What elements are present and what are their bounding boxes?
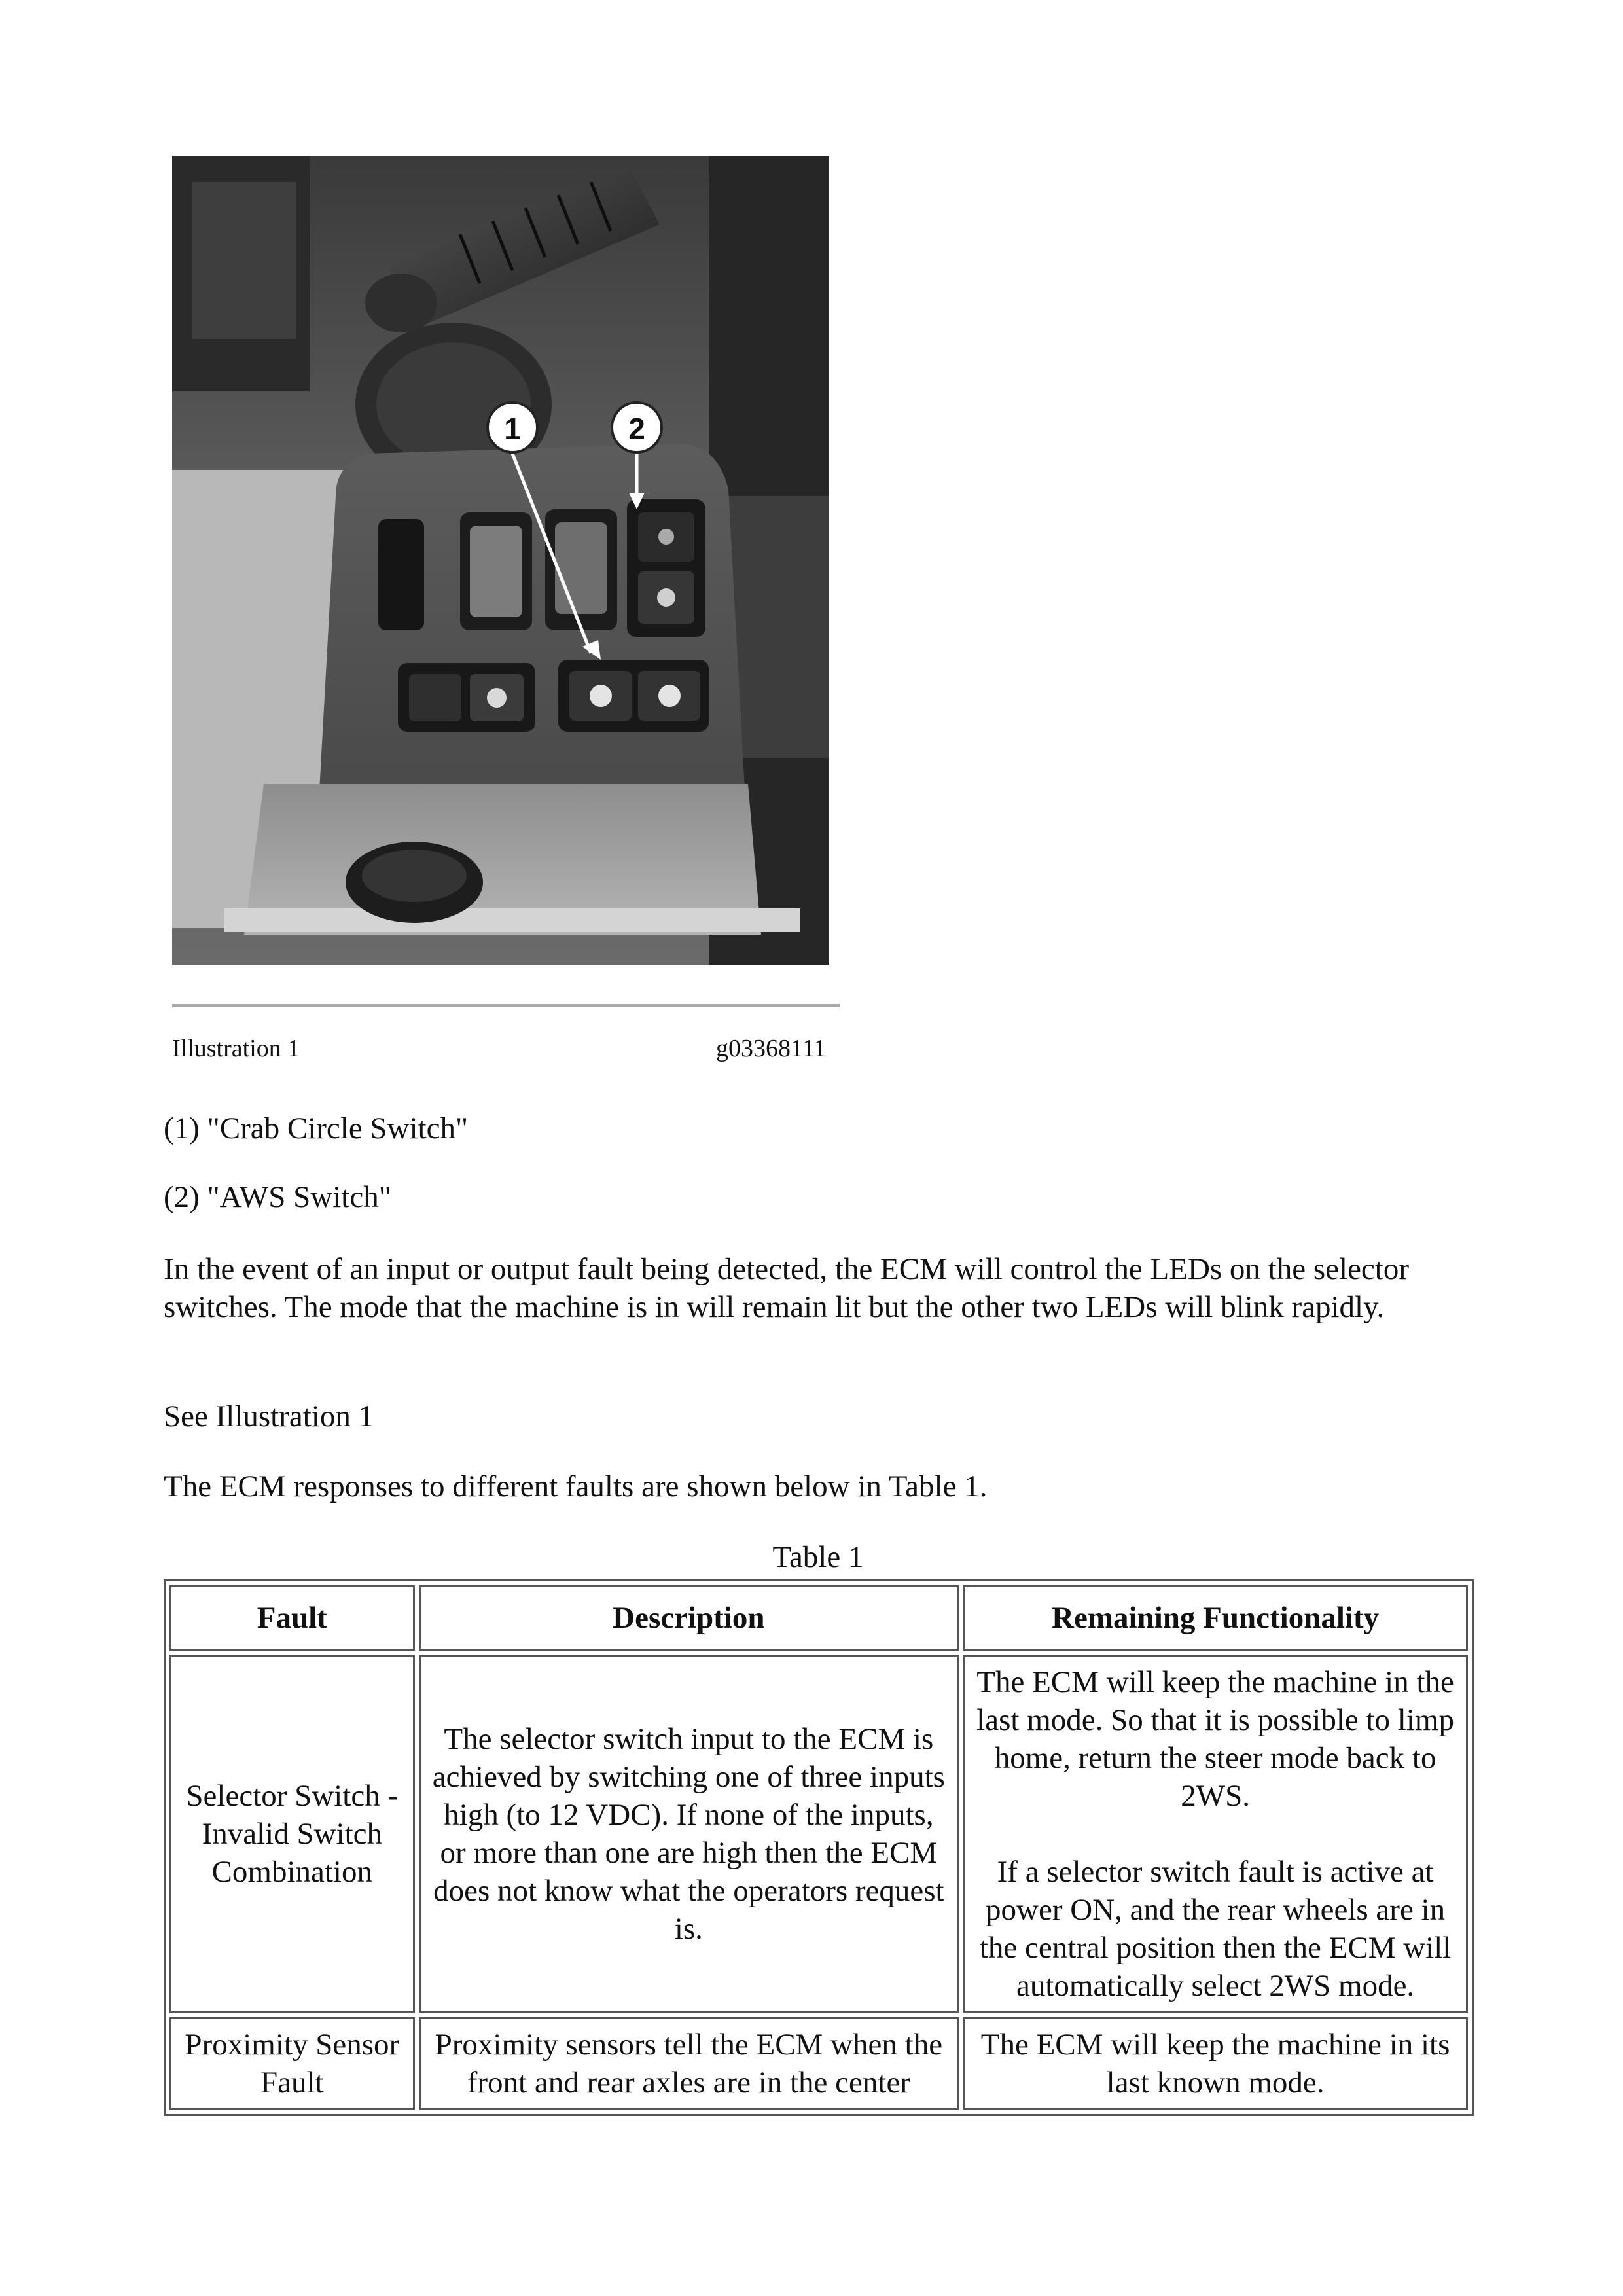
remaining-cell xyxy=(963,1655,1468,2013)
fault-table xyxy=(164,1579,1474,2116)
remaining-text-1: The ECM will keep the machine in the last mode. So that it is possible to limp home, return the steer mode back to 2WS. xyxy=(976,1665,1454,1813)
caption-divider xyxy=(172,1004,840,1007)
callout-1-label: 1 xyxy=(504,412,521,446)
illustration-id: g03368111 xyxy=(716,1035,827,1062)
remaining-text-2: If a selector switch fault is active at power ON, and the rear wheels are in the central position then the ECM will automatically select 2WS mode. xyxy=(979,1855,1452,2003)
remaining-spacer xyxy=(974,1815,1457,1853)
see-illustration-paragraph: See Illustration 1 xyxy=(164,1399,374,1433)
legend-item-2: (2) "AWS Switch" xyxy=(164,1180,391,1214)
fault-cell: Proximity Sensor Fault xyxy=(169,2017,415,2110)
description-cell: Proximity sensors tell the ECM when the front and rear axles are in the center xyxy=(419,2017,959,2110)
callout-2-label: 2 xyxy=(628,412,645,446)
header-fault: Fault xyxy=(169,1585,415,1651)
description-cell: The selector switch input to the ECM is achieved by switching one of three inputs high (to 12 VDC). If none of the inputs, or more than one are high then the ECM does not know what the operators request is. xyxy=(419,1655,959,2013)
header-remaining-functionality: Remaining Functionality xyxy=(963,1585,1468,1651)
table-header-row xyxy=(169,1585,1468,1651)
fault-table-container xyxy=(164,1579,1474,2296)
table-row xyxy=(169,2017,1468,2110)
legend-item-1: (1) "Crab Circle Switch" xyxy=(164,1111,469,1145)
switch-panel-photo xyxy=(172,156,829,965)
table-row xyxy=(169,1655,1468,2013)
fault-cell: Selector Switch - Invalid Switch Combination xyxy=(169,1655,415,2013)
table-intro-paragraph: The ECM responses to different faults are shown below in Table 1. xyxy=(164,1469,988,1503)
table-title: Table 1 xyxy=(772,1540,864,1574)
fault-paragraph: In the event of an input or output fault being detected, the ECM will control the LEDs on the selector switches. The mode that the machine is in will remain lit but the other two LEDs will blink rapidly. xyxy=(164,1252,1409,1324)
illustration-caption: Illustration 1 xyxy=(172,1035,300,1062)
remaining-cell: The ECM will keep the machine in its last known mode. xyxy=(963,2017,1468,2110)
header-description: Description xyxy=(419,1585,959,1651)
